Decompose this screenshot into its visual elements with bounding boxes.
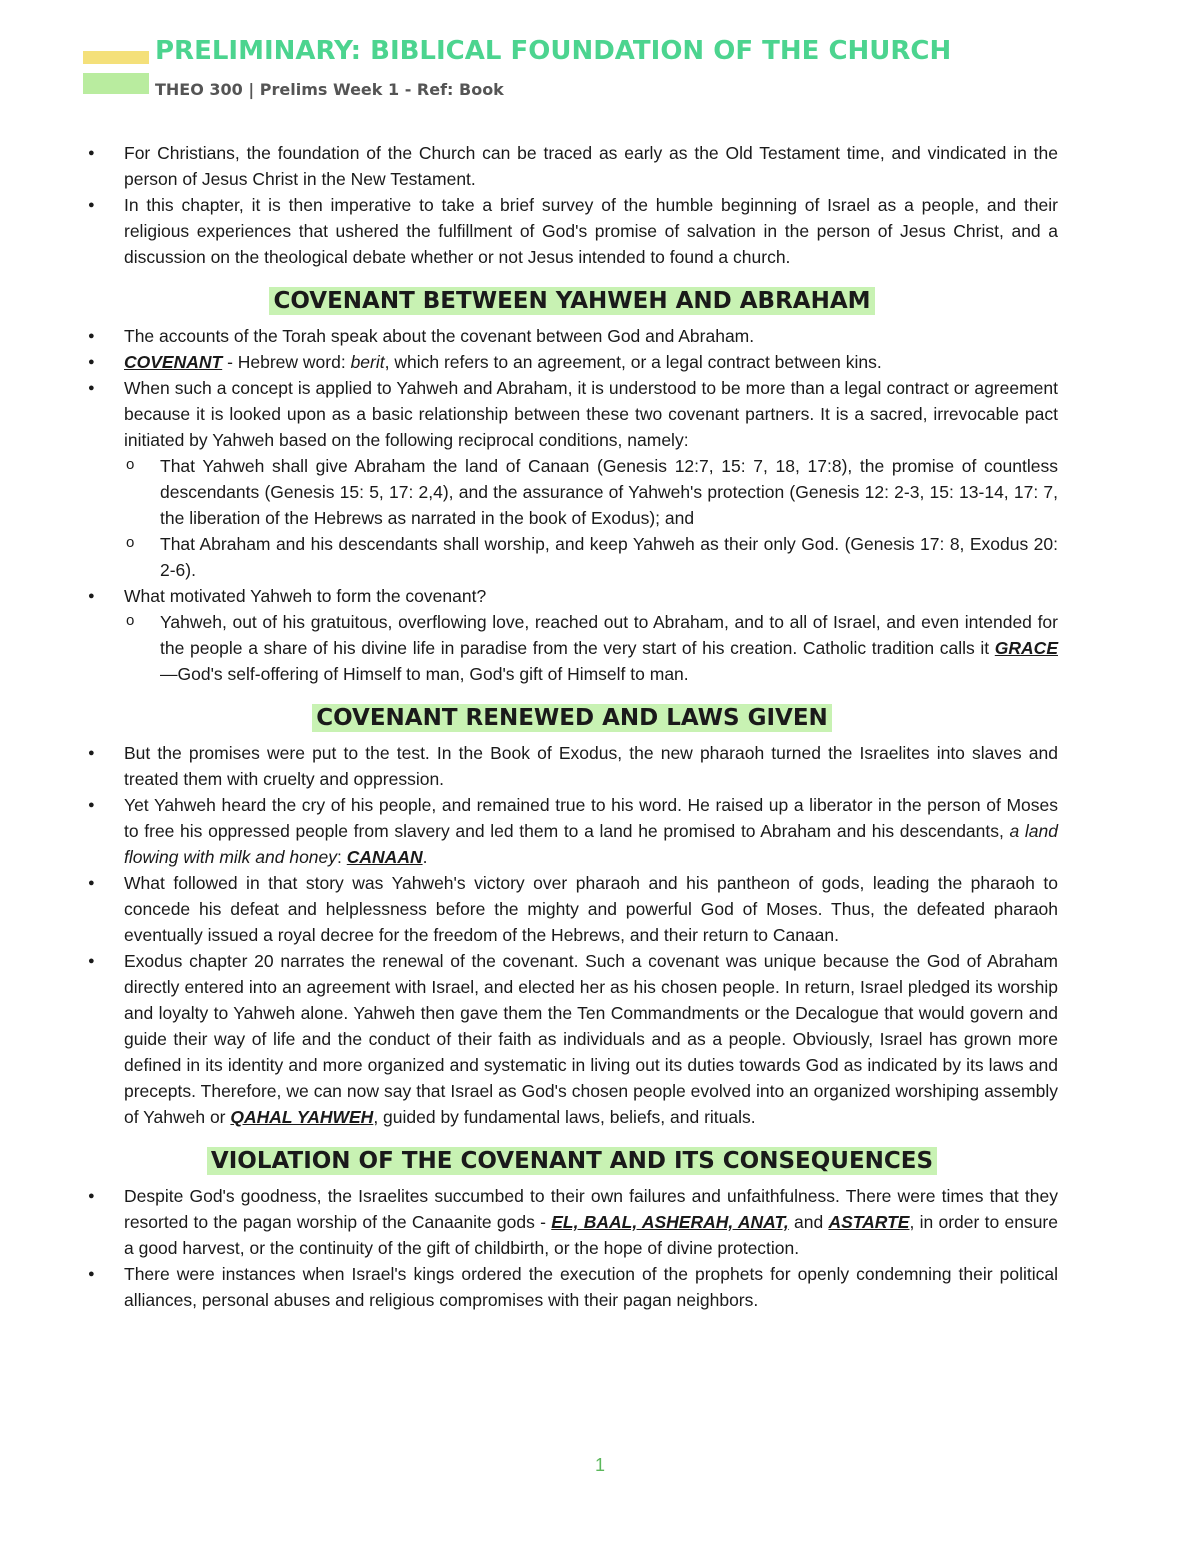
- page-number: 1: [594, 1455, 605, 1475]
- term-berit: berit: [350, 352, 385, 372]
- list-item: ● When such a concept is applied to Yahweh and Abraham, it is understood to be more than a legal contract or agreement because it is looked upon as a basic relationship between these two covenant partners. It is a sacred, irrevocable pact initiated by Yahweh based on the following reciprocal conditions, namely: o That Yahweh shall give Abraham the land of Canaan (Genesis 12:7, 15: 7, 18, 17:8), the promise of countless descendants (Genesis 15: 5, 17: 2,4), and the assurance of Yahweh's protection (Genesis 12: 2-3, 15: 13-14, 17: 7, the liberation of the Hebrews as narrated in the book of Exodus); and o That Abraham and his descendants shall worship, and keep Yahweh as their only God. (Genesis 17: 8, Exodus 20: 2-6).: [86, 375, 1058, 583]
- intro-list: [86, 140, 1058, 270]
- section-2-list: [86, 740, 1058, 1130]
- header-accent-bar-yellow: [83, 51, 149, 64]
- section-3-list: [86, 1183, 1058, 1313]
- keyword-canaanite-gods: EL, BAAL, ASHERAH, ANAT,: [551, 1212, 789, 1232]
- list-item: ● Despite God's goodness, the Israelites succumbed to their own failures and unfaithfulness. There were times that they resorted to the pagan worship of the Canaanite gods - EL, BAAL, ASHERAH, ANAT, and ASTARTE, in order to ensure a good harvest, or the continuity of the gift of childbirth, or the hope of divine protection.: [86, 1183, 1058, 1261]
- section-heading-text: COVENANT RENEWED AND LAWS GIVEN: [312, 704, 832, 732]
- list-item: ● The accounts of the Torah speak about the covenant between God and Abraham.: [86, 323, 1058, 349]
- sub-list-item: o That Yahweh shall give Abraham the land of Canaan (Genesis 12:7, 15: 7, 18, 17:8), the promise of countless descendants (Genesis 15: 5, 17: 2,4), and the assurance of Yahweh's protection (Genesis 12: 2-3, 15: 13-14, 17: 7, the liberation of the Hebrews as narrated in the book of Exodus); and: [124, 453, 1058, 531]
- list-item: ● What motivated Yahweh to form the covenant? o Yahweh, out of his gratuitous, overflowing love, reached out to Abraham, and to all of Israel, and even intended for the people a share of his divine life in paradise from the very start of his creation. Catholic tradition calls it GRACE—God's self-offering of Himself to man, God's gift of Himself to man.: [86, 583, 1058, 687]
- keyword-qahal-yahweh: QAHAL YAHWEH: [230, 1107, 374, 1127]
- document-body: [86, 140, 1058, 1313]
- section-heading-text: COVENANT BETWEEN YAHWEH AND ABRAHAM: [269, 287, 874, 315]
- sub-list: [124, 453, 1058, 583]
- list-item: ● What followed in that story was Yahweh's victory over pharaoh and his pantheon of gods, leading the pharaoh to concede his defeat and helplessness before the mighty and powerful God of Moses. Thus, the defeated pharaoh eventually issued a royal decree for the freedom of the Hebrews, and their return to Canaan.: [86, 870, 1058, 948]
- section-1-list: [86, 323, 1058, 687]
- list-item: ● For Christians, the foundation of the Church can be traced as early as the Old Testament time, and vindicated in the person of Jesus Christ in the New Testament.: [86, 140, 1058, 192]
- page-subtitle: THEO 300 | Prelims Week 1 - Ref: Book: [155, 80, 504, 99]
- keyword-grace: GRACE: [994, 638, 1058, 658]
- sub-list-item: o Yahweh, out of his gratuitous, overflowing love, reached out to Abraham, and to all of Israel, and even intended for the people a share of his divine life in paradise from the very start of his creation. Catholic tradition calls it GRACE—God's self-offering of Himself to man, God's gift of Himself to man.: [124, 609, 1058, 687]
- sub-list-item: o That Abraham and his descendants shall worship, and keep Yahweh as their only God. (Genesis 17: 8, Exodus 20: 2-6).: [124, 531, 1058, 583]
- keyword-canaan: CANAAN: [346, 847, 423, 867]
- page-title: PRELIMINARY: BIBLICAL FOUNDATION OF THE CHURCH: [155, 36, 952, 66]
- list-item: ● Exodus chapter 20 narrates the renewal of the covenant. Such a covenant was unique because the God of Abraham directly entered into an agreement with Israel, and elected her as his chosen people. In return, Israel pledged its worship and loyalty to Yahweh alone. Yahweh then gave them the Ten Commandments or the Decalogue that would govern and guide their way of life and the conduct of their faith as individuals and as a people. Obviously, Israel has grown more defined in its identity and more organized and systematic in living out its duties towards God as indicated by its laws and precepts. Therefore, we can now say that Israel as God's chosen people evolved into an organized worshiping assembly of Yahweh or QAHAL YAHWEH, guided by fundamental laws, beliefs, and rituals.: [86, 948, 1058, 1130]
- list-item: ● But the promises were put to the test. In the Book of Exodus, the new pharaoh turned the Israelites into slaves and treated them with cruelty and oppression.: [86, 740, 1058, 792]
- section-heading-violation: [86, 1146, 1058, 1177]
- list-item: ● Yet Yahweh heard the cry of his people, and remained true to his word. He raised up a liberator in the person of Moses to free his oppressed people from slavery and led them to a land he promised to Abraham and his descendants, a land flowing with milk and honey: CANAAN.: [86, 792, 1058, 870]
- section-heading-text: VIOLATION OF THE COVENANT AND ITS CONSEQUENCES: [207, 1147, 937, 1175]
- list-item: ● There were instances when Israel's kings ordered the execution of the prophets for openly condemning their political alliances, personal abuses and religious compromises with their pagan neighbors.: [86, 1261, 1058, 1313]
- keyword-astarte: ASTARTE: [828, 1212, 910, 1232]
- sub-list: [124, 609, 1058, 687]
- list-item: ● COVENANT - Hebrew word: berit, which refers to an agreement, or a legal contract between kins.: [86, 349, 1058, 375]
- list-item: ● In this chapter, it is then imperative to take a brief survey of the humble beginning of Israel as a people, and their religious experiences that ushered the fulfillment of God's promise of salvation in the person of Jesus Christ, and a discussion on the theological debate whether or not Jesus intended to found a church.: [86, 192, 1058, 270]
- section-heading-covenant-renewed: [86, 703, 1058, 734]
- header-accent-bar-green: [83, 73, 149, 94]
- keyword-covenant: COVENANT: [124, 352, 223, 372]
- section-heading-covenant-abraham: [86, 286, 1058, 317]
